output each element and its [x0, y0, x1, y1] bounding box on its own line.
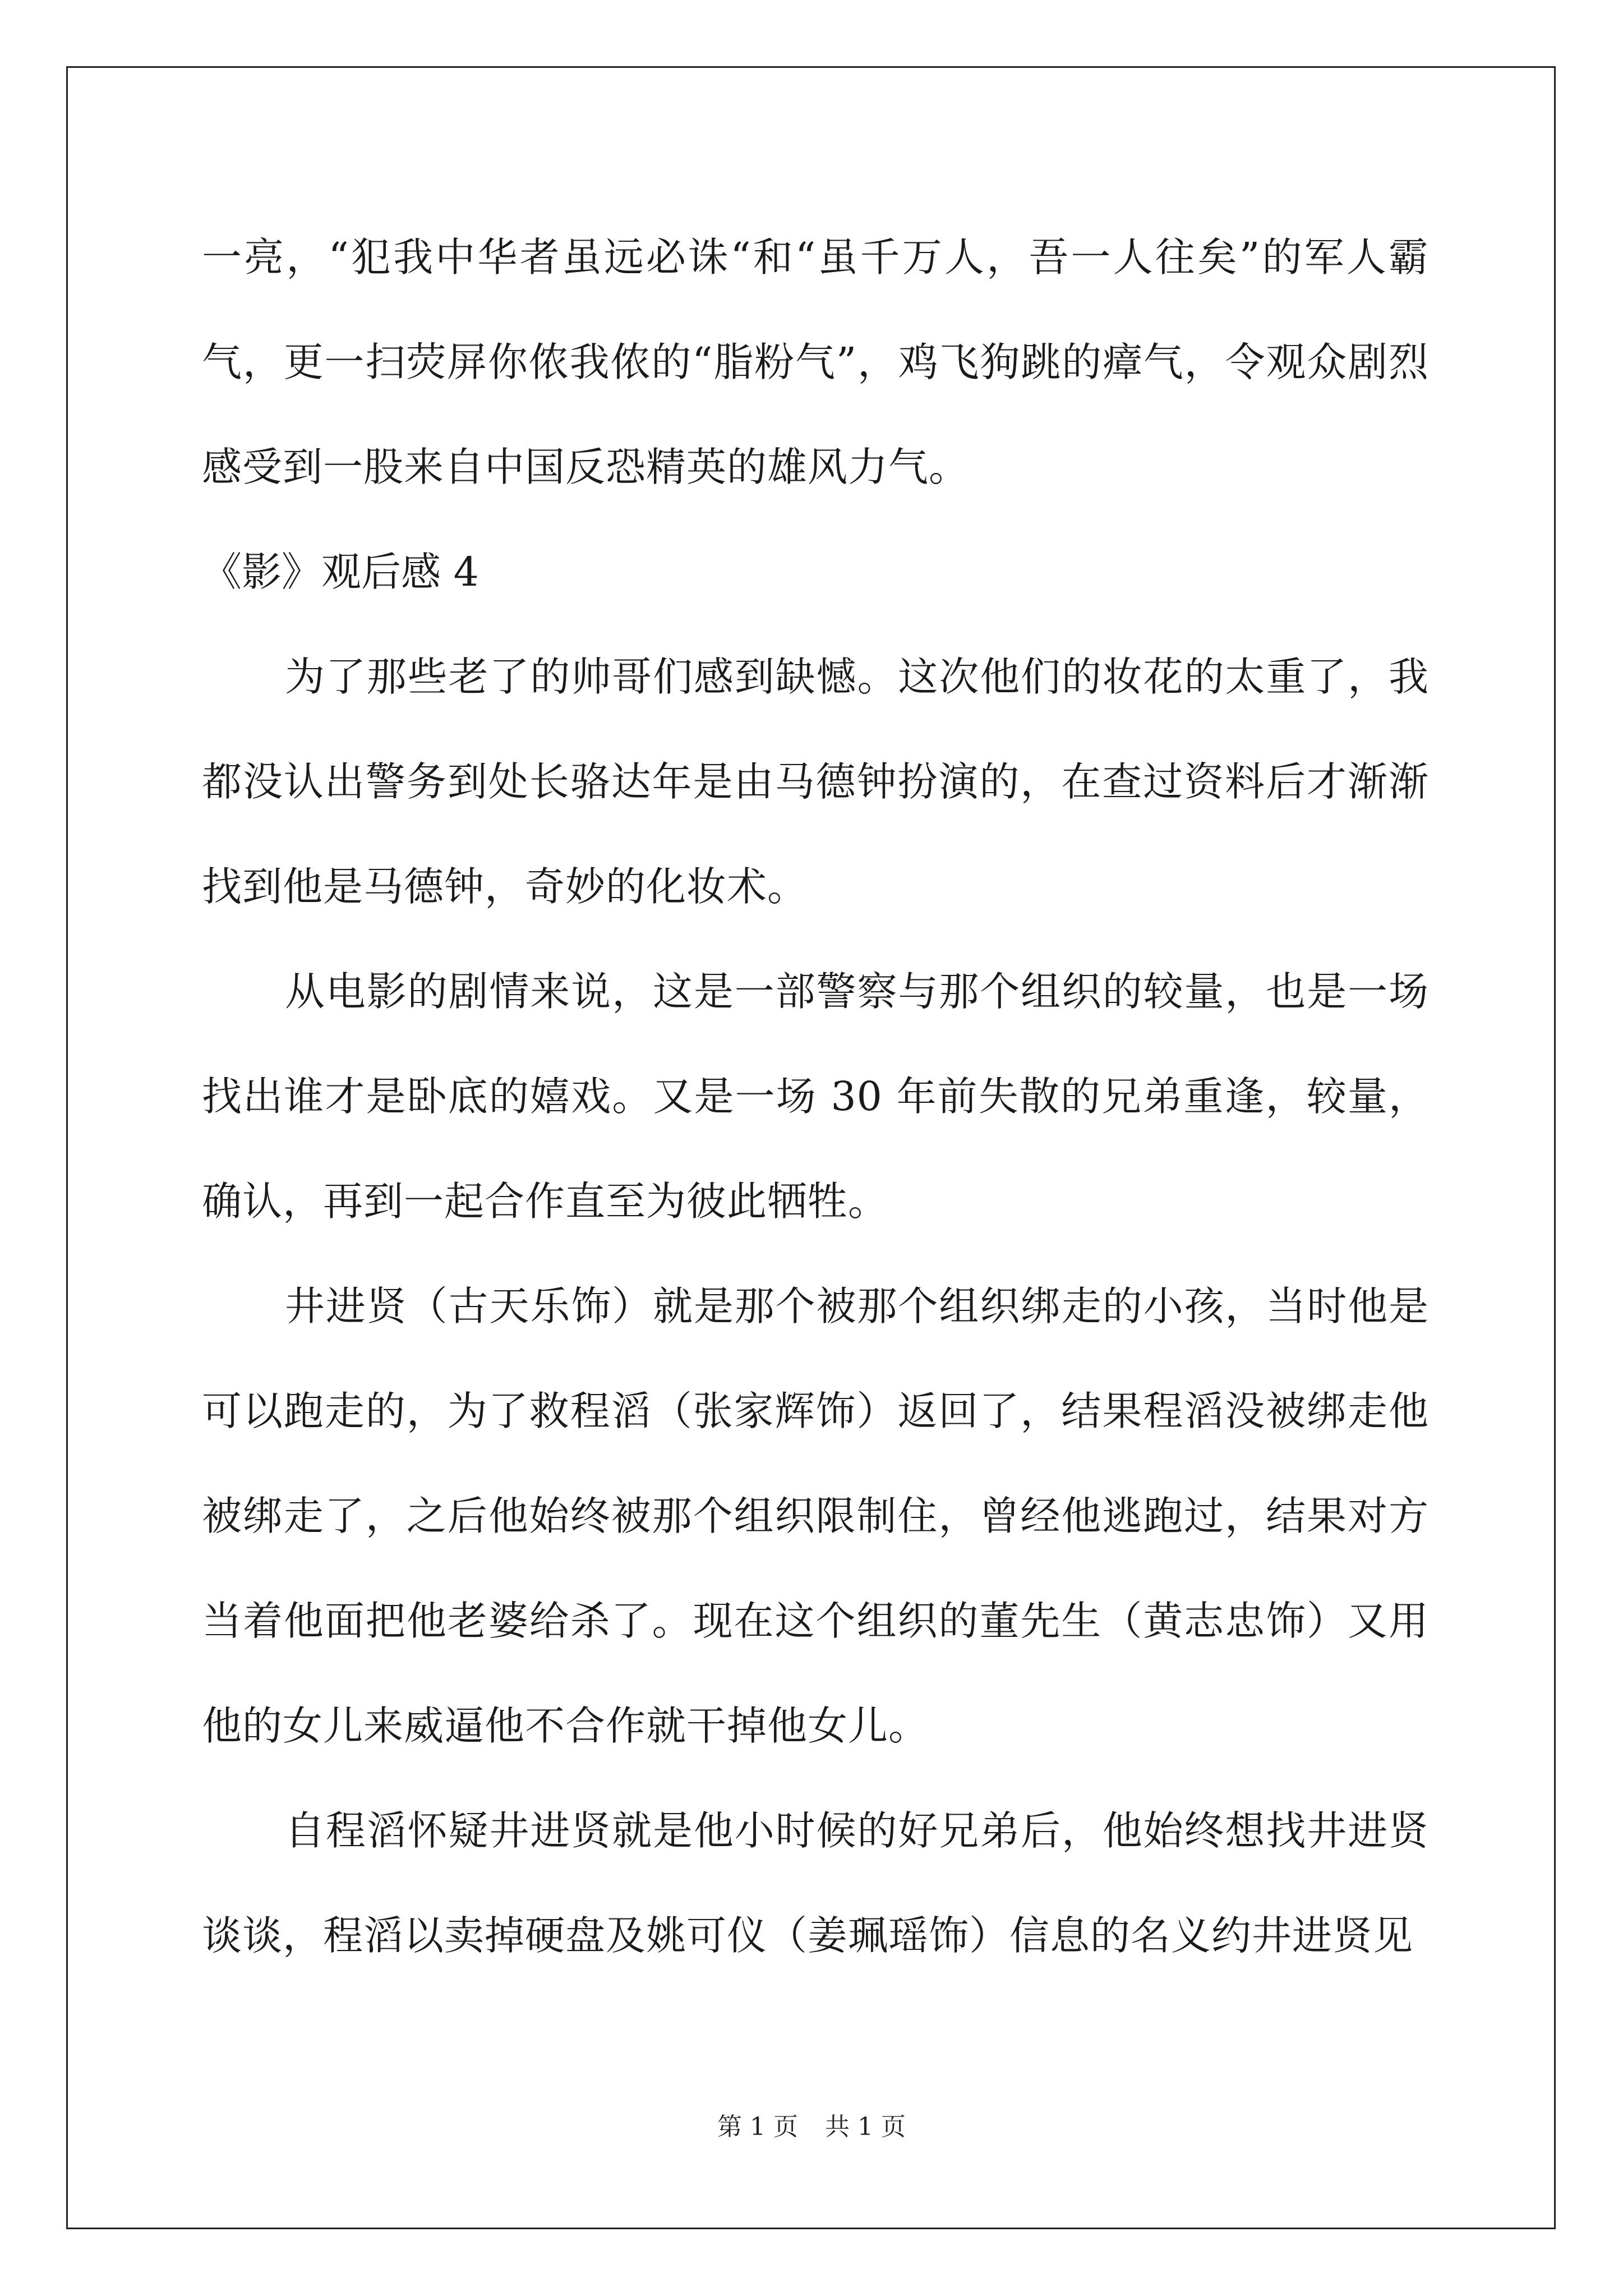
page-total: 共 1 页 — [825, 2113, 906, 2141]
paragraph-1: 一亮，“犯我中华者虽远必诛“和“虽千万人，吾一人往矣”的军人霸气，更一扫荧屏你侬我侬的“脂粉气”，鸡飞狗跳的瘴气，令观众剧烈感受到一股来自中国反恐精英的雄风力气。 — [202, 234, 1429, 490]
paragraph-3: 从电影的剧情来说，这是一部警察与那个组织的较量，也是一场找出谁才是卧底的嬉戏。又是一场 30 年前失散的兄弟重逢，较量，确认，再到一起合作直至为彼此牺牲。 — [202, 968, 1429, 1225]
paragraph-5: 自程滔怀疑井进贤就是他小时候的好兄弟后，他始终想找井进贤谈谈，程滔以卖掉硬盘及姚可仪（姜珮瑶饰）信息的名义约井进贤见 — [202, 1807, 1429, 1959]
page-footer — [0, 2110, 1623, 2144]
document-body — [202, 205, 1429, 1988]
section-heading: 《影》观后感 4 — [202, 549, 479, 595]
page-number: 第 1 页 — [717, 2113, 798, 2141]
paragraph-4: 井进贤（古天乐饰）就是那个被那个组织绑走的小孩，当时他是可以跑走的，为了救程滔（张家辉饰）返回了，结果程滔没被绑走他被绑走了，之后他始终被那个组织限制住，曾经他逃跑过，结果对方当着他面把他老婆给杀了。现在这个组织的董先生（黄志忠饰）又用他的女儿来威逼他不合作就干掉他女儿。 — [202, 1283, 1429, 1749]
paragraph-2: 为了那些老了的帅哥们感到缺憾。这次他们的妆花的太重了，我都没认出警务到处长骆达年是由马德钟扮演的，在查过资料后才渐渐找到他是马德钟，奇妙的化妆术。 — [202, 654, 1429, 910]
